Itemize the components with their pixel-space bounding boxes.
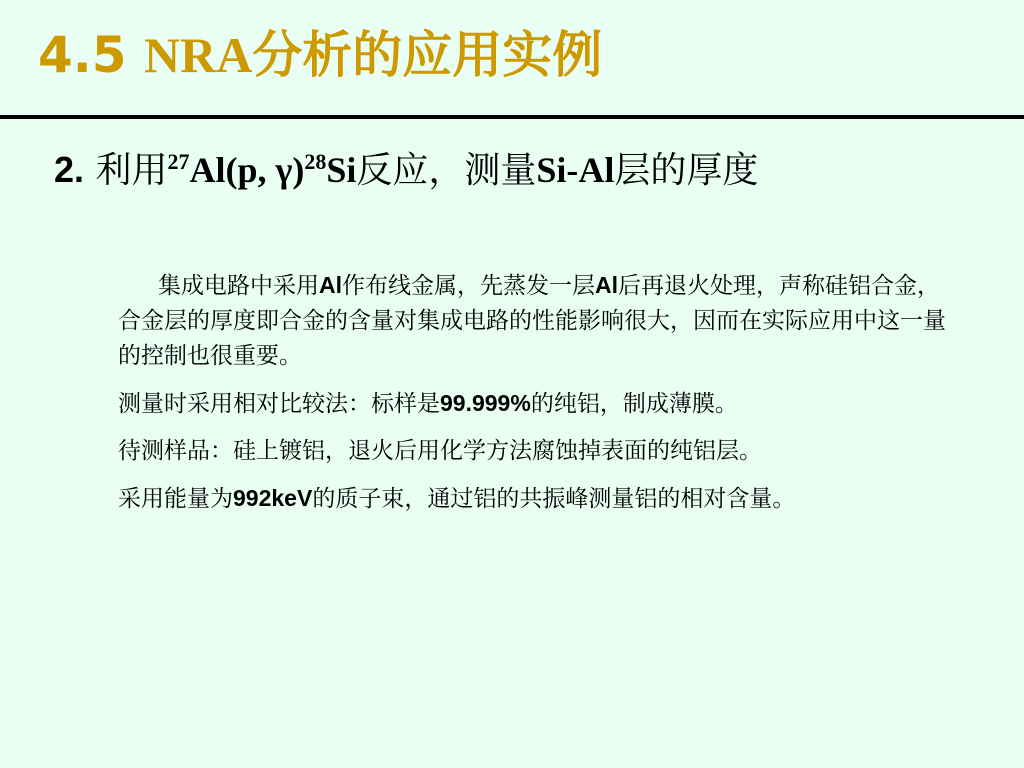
paragraph-sample [118, 434, 948, 469]
p4-text-b: 的质子束，通过铝的共振峰测量铝的相对含量。 [312, 486, 796, 512]
title-text: 分析的应用实例 [252, 26, 603, 84]
title-acronym: NRA [143, 27, 253, 83]
section-prefix: 利用 [84, 150, 168, 191]
p1-text-c: 后再退火处理，声称硅铝合金，合金层的厚度即合金的含量对集成电路的性能影响很大，因而在实际应用中这一量的控制也很重要。 [118, 273, 946, 369]
p2-purity: 99.999% [440, 390, 531, 416]
p1-text-a: 集成电路中采用 [158, 273, 319, 299]
section-middle: 反应，测量 [356, 150, 537, 191]
title-divider [0, 115, 1024, 119]
al-mass-number: 27 [167, 149, 190, 174]
reaction-product: Si [326, 150, 357, 190]
p4-energy: 992keV [233, 485, 313, 511]
paragraph-method [118, 386, 948, 422]
p1-al-1: Al [319, 272, 342, 298]
p4-text-a: 采用能量为 [118, 486, 233, 512]
p2-text-a: 测量时采用相对比较法：标样是 [118, 391, 440, 417]
paragraph-beam [118, 481, 948, 517]
section-suffix: 层的厚度 [614, 150, 759, 191]
p3-text: 待测样品：硅上镀铝，退火后用化学方法腐蚀掉表面的纯铝层。 [118, 438, 762, 464]
p2-text-b: 的纯铝，制成薄膜。 [530, 391, 738, 417]
page-title [38, 26, 603, 84]
si-mass-number: 28 [304, 149, 327, 174]
p1-text-b: 作布线金属，先蒸发一层 [342, 273, 595, 299]
section-number: 2. [54, 149, 85, 190]
layer-name: Si-Al [536, 150, 615, 190]
section-heading [54, 150, 758, 191]
p1-al-2: Al [595, 272, 618, 298]
paragraph-background [118, 268, 948, 374]
title-number: 4.5 [38, 26, 144, 84]
reaction-formula: Al(p, γ) [189, 150, 305, 190]
body-text [118, 268, 948, 529]
